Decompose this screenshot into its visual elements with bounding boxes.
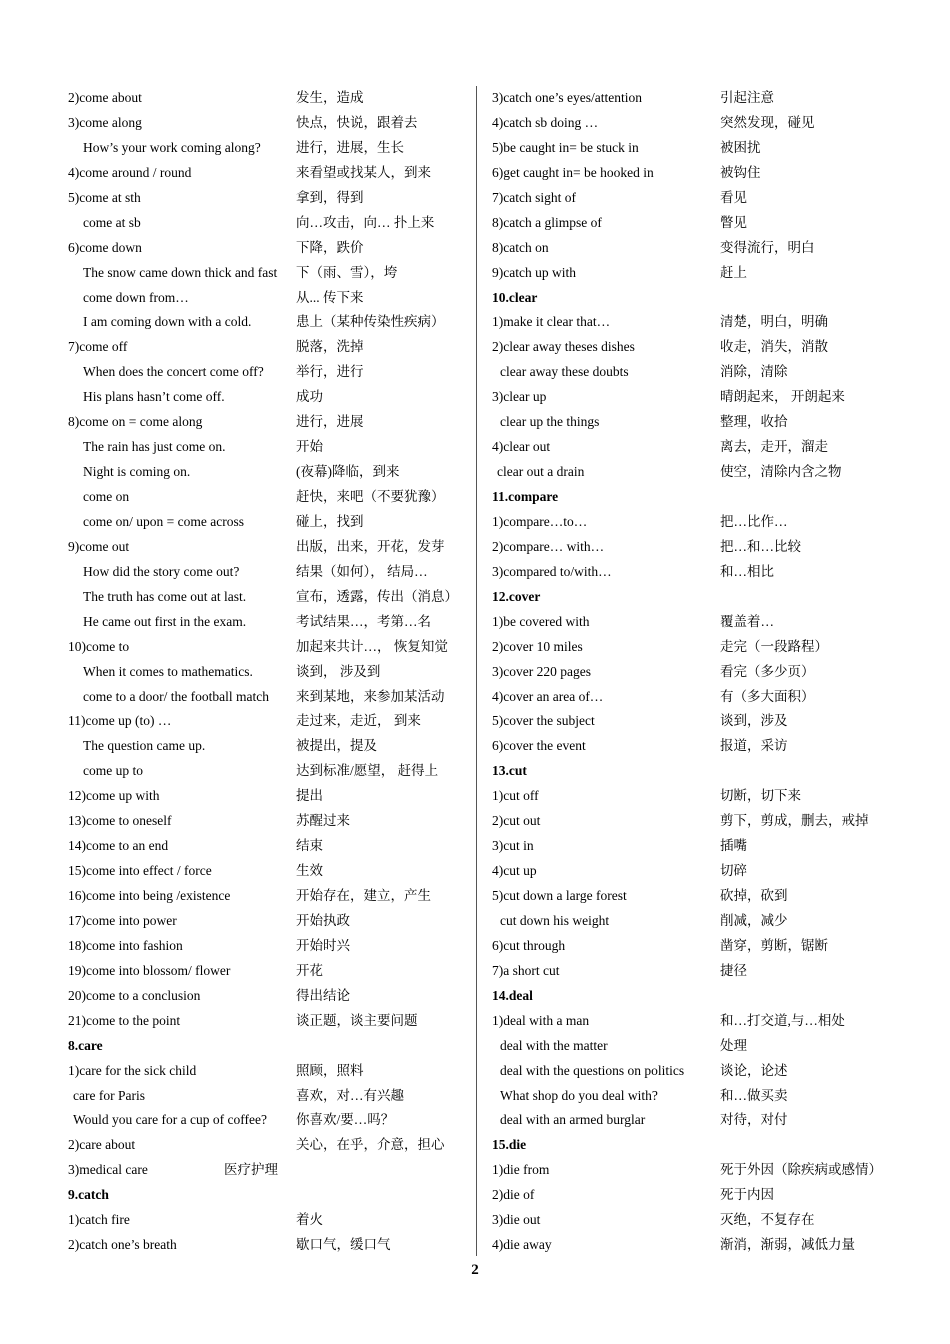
phrase-entry [492, 535, 892, 560]
phrase-english: Would you care for a cup of coffee? [73, 1112, 267, 1128]
phrase-english: 2)care about [68, 1137, 136, 1153]
phrase-english: 11)come up (to) … [68, 713, 172, 729]
phrase-english: The rain has just come on. [83, 439, 226, 455]
phrase-chinese: 来到某地，来参加某活动 [296, 688, 445, 704]
phrase-chinese: 下（雨、雪），垮 [296, 264, 398, 280]
phrase-entry [492, 709, 892, 734]
phrase-entry [68, 1108, 468, 1133]
phrase-chinese: 离去，走开，溜走 [720, 439, 828, 455]
phrase-english: 2)compare… with… [492, 538, 605, 554]
phrase-english: When it comes to mathematics. [83, 663, 253, 679]
phrase-entry [68, 585, 468, 610]
phrase-english: 4)come around / round [68, 164, 192, 180]
phrase-english: 13)come to oneself [68, 813, 172, 829]
left-column [68, 86, 468, 1258]
phrase-entry [492, 884, 892, 909]
phrase-english: 8)catch a glimpse of [492, 214, 602, 230]
phrase-english: come down from… [83, 289, 189, 305]
phrase-english: 9)come out [68, 538, 130, 554]
section-heading [492, 286, 892, 311]
phrase-chinese: 发生，造成 [296, 90, 364, 105]
phrase-chinese: 死于外因（除疾病或感情） [720, 1162, 882, 1178]
phrase-chinese: 收走，消失，消散 [720, 339, 828, 355]
phrase-entry [492, 560, 892, 585]
phrase-chinese: 谈到， 涉及到 [296, 663, 381, 679]
phrase-english: When does the concert come off? [83, 364, 264, 380]
phrase-entry [492, 1108, 892, 1133]
phrase-entry [68, 261, 468, 286]
phrase-entry [492, 1034, 892, 1059]
phrase-english: 7)catch sight of [492, 189, 576, 205]
phrase-english: 6)cover the event [492, 738, 586, 754]
phrase-entry [68, 959, 468, 984]
phrase-chinese: 突然发现，碰见 [720, 114, 815, 130]
phrase-chinese: 变得流行，明白 [720, 239, 815, 255]
phrase-entry [68, 809, 468, 834]
section-heading [68, 1034, 468, 1059]
phrase-chinese: 照顾，照料 [296, 1062, 364, 1078]
phrase-chinese: 考试结果…，考第…名 [296, 613, 431, 629]
phrase-english: 2)come about [68, 90, 142, 105]
phrase-english: How’s your work coming along? [83, 139, 261, 155]
phrase-chinese: 开花 [296, 962, 323, 978]
section-heading [492, 1133, 892, 1158]
phrase-chinese: 被困扰 [720, 139, 761, 155]
phrase-english: He came out first in the exam. [83, 613, 247, 629]
phrase-entry [492, 1084, 892, 1109]
phrase-entry [68, 709, 468, 734]
column-divider [476, 86, 477, 1256]
section-heading [492, 984, 892, 1009]
section-heading [492, 585, 892, 610]
phrase-chinese: 和…打交道,与…相处 [720, 1012, 845, 1028]
phrase-english: 3)catch one’s eyes/attention [492, 90, 642, 105]
phrase-english: What shop do you deal with? [500, 1087, 658, 1103]
phrase-chinese: 进行，进展 [296, 414, 364, 430]
phrase-chinese: 碰上，找到 [296, 513, 364, 529]
phrase-chinese: 谈正题，谈主要问题 [296, 1012, 418, 1028]
phrase-english: clear away these doubts [500, 364, 629, 380]
phrase-entry [68, 236, 468, 261]
phrase-english: 20)come to a conclusion [68, 987, 201, 1003]
phrase-chinese: 开始时兴 [296, 937, 350, 953]
phrase-entry [68, 909, 468, 934]
phrase-entry [68, 1084, 468, 1109]
phrase-chinese: 谈论，论述 [720, 1062, 788, 1078]
phrase-english: 1)compare…to… [492, 513, 588, 529]
phrase-entry [68, 535, 468, 560]
phrase-chinese: 看完（多少页） [720, 663, 815, 679]
phrase-chinese: 和…相比 [720, 563, 774, 579]
section-heading [492, 485, 892, 510]
phrase-entry [492, 1158, 892, 1183]
phrase-english: 4)cover an area of… [492, 688, 604, 704]
phrase-chinese: 加起来共计…， 恢复知觉 [296, 638, 448, 654]
phrase-english: 15)come into effect / force [68, 863, 212, 879]
phrase-english: 1)catch fire [68, 1212, 130, 1228]
phrase-english: 16)come into being /existence [68, 888, 231, 903]
phrase-english: 4)die away [492, 1237, 552, 1253]
phrase-english: 10)come to [68, 638, 130, 654]
phrase-english: 8)come on = come along [68, 414, 203, 430]
phrase-chinese: 被钩住 [720, 164, 761, 180]
phrase-chinese: 进行，进展，生长 [296, 139, 404, 155]
phrase-english: 2)clear away theses dishes [492, 339, 635, 355]
phrase-entry [68, 610, 468, 635]
phrase-entry [68, 1133, 468, 1158]
phrase-entry [492, 335, 892, 360]
phrase-chinese: 晴朗起来， 开朗起来 [720, 389, 845, 405]
phrase-entry [68, 884, 468, 909]
phrase-english: 2)die of [492, 1187, 535, 1203]
phrase-entry [68, 186, 468, 211]
phrase-entry [68, 1059, 468, 1084]
phrase-english: 5)come at sth [68, 189, 141, 205]
phrase-entry [492, 1208, 892, 1233]
phrase-entry [68, 934, 468, 959]
phrase-chinese: 把…比作… [720, 513, 788, 529]
phrase-chinese: 得出结论 [296, 987, 350, 1003]
phrase-english: come to a door/ the football match [83, 688, 269, 704]
phrase-chinese: 你喜欢/要…吗？ [296, 1112, 395, 1128]
phrase-chinese: 引起注意 [720, 90, 774, 105]
phrase-chinese: 向…攻击，向… 扑上来 [296, 214, 435, 230]
phrase-english: 2)catch one’s breath [68, 1237, 177, 1253]
phrase-entry [492, 959, 892, 984]
phrase-entry [68, 510, 468, 535]
phrase-entry [492, 510, 892, 535]
phrase-english: 14)come to an end [68, 838, 169, 854]
phrase-chinese: 清楚，明白，明确 [720, 314, 828, 330]
section-title: 10.clear [492, 289, 538, 305]
phrase-entry [492, 136, 892, 161]
section-title: 15.die [492, 1137, 527, 1153]
phrase-entry [68, 111, 468, 136]
phrase-english: I am coming down with a cold. [83, 314, 252, 330]
phrase-chinese: 瞥见 [720, 214, 747, 230]
phrase-english: The snow came down thick and fast [83, 264, 278, 280]
phrase-entry [492, 186, 892, 211]
phrase-english: 1)be covered with [492, 613, 590, 629]
phrase-entry [68, 286, 468, 311]
phrase-chinese: 歇口气，缓口气 [296, 1237, 391, 1253]
phrase-entry [68, 560, 468, 585]
phrase-english: How did the story come out? [83, 563, 240, 579]
phrase-chinese: 死于内因 [720, 1187, 774, 1203]
phrase-chinese: 开始执政 [296, 912, 350, 928]
phrase-entry [492, 809, 892, 834]
phrase-chinese: 凿穿，剪断，锯断 [720, 937, 828, 953]
phrase-english: 2)cover 10 miles [492, 638, 583, 654]
phrase-chinese: 快点，快说，跟着去 [296, 114, 418, 130]
phrase-english: 3)cut in [492, 838, 534, 854]
phrase-entry [68, 1009, 468, 1034]
phrase-entry [68, 1233, 468, 1258]
phrase-entry [68, 136, 468, 161]
phrase-english: 1)cut off [492, 788, 539, 804]
phrase-chinese: 覆盖着… [720, 613, 774, 629]
phrase-entry [492, 385, 892, 410]
phrase-entry [492, 734, 892, 759]
phrase-chinese: 提出 [296, 788, 323, 804]
phrase-entry [492, 360, 892, 385]
phrase-entry [68, 485, 468, 510]
phrase-entry [492, 834, 892, 859]
phrase-chinese: 使空，清除内含之物 [720, 464, 842, 480]
phrase-chinese: 开始存在，建立，产生 [296, 888, 431, 903]
phrase-entry [492, 211, 892, 236]
phrase-entry [68, 759, 468, 784]
phrase-chinese: 脱落，洗掉 [296, 339, 364, 355]
phrase-entry [492, 460, 892, 485]
phrase-entry [492, 1009, 892, 1034]
phrase-entry [492, 161, 892, 186]
phrase-chinese: 开始 [296, 439, 323, 455]
phrase-chinese: 结果（如何）， 结局… [296, 563, 428, 579]
phrase-english: clear out a drain [497, 464, 585, 480]
phrase-english: cut down his weight [500, 912, 610, 928]
phrase-entry [492, 111, 892, 136]
phrase-english: 5)cover the subject [492, 713, 595, 729]
phrase-chinese: 出版，出来，开花，发芽 [296, 538, 445, 554]
phrase-entry [492, 685, 892, 710]
section-title: 9.catch [68, 1187, 109, 1203]
phrase-chinese: 赶上 [720, 264, 747, 280]
phrase-english: 3)compared to/with… [492, 563, 612, 579]
phrase-chinese: 有（多大面积） [720, 688, 815, 704]
phrase-chinese: 处理 [720, 1037, 747, 1053]
phrase-chinese: 着火 [296, 1212, 323, 1228]
phrase-english: 2)cut out [492, 813, 541, 829]
phrase-english: 3)cover 220 pages [492, 663, 591, 679]
phrase-entry [492, 236, 892, 261]
phrase-entry [68, 435, 468, 460]
phrase-english: 1)deal with a man [492, 1012, 590, 1028]
phrase-entry [68, 410, 468, 435]
phrase-chinese: 被提出，提及 [296, 738, 377, 754]
phrase-entry [492, 410, 892, 435]
phrase-english: come on [83, 489, 130, 504]
phrase-chinese: 从... 传下来 [296, 289, 364, 305]
phrase-english: care for Paris [73, 1087, 145, 1103]
phrase-chinese: 灭绝，不复存在 [720, 1212, 815, 1228]
phrase-chinese: 走过来，走近， 到来 [296, 713, 421, 729]
phrase-english: The truth has come out at last. [83, 588, 247, 604]
phrase-entry [68, 685, 468, 710]
phrase-english: 19)come into blossom/ flower [68, 962, 231, 978]
phrase-entry [68, 635, 468, 660]
phrase-chinese: 整理，收拾 [720, 414, 788, 430]
phrase-english: 4)cut up [492, 863, 537, 879]
phrase-english: 1)die from [492, 1162, 550, 1178]
phrase-english: 3)medical care [68, 1162, 148, 1178]
phrase-entry [492, 909, 892, 934]
phrase-english: The question came up. [83, 738, 206, 754]
phrase-english: 5)be caught in= be stuck in [492, 139, 639, 155]
phrase-chinese: 达到标准/愿望， 赶得上 [296, 763, 439, 779]
phrase-chinese: 来看望或找某人，到来 [296, 164, 431, 180]
phrase-english: clear up the things [500, 414, 600, 430]
phrase-chinese: 谈到，涉及 [720, 713, 788, 729]
phrase-entry [492, 86, 892, 111]
phrase-english: 3)die out [492, 1212, 541, 1228]
phrase-chinese: 苏醒过来 [296, 813, 350, 829]
phrase-chinese: 结束 [296, 838, 323, 854]
phrase-entry [492, 934, 892, 959]
phrase-entry [492, 1233, 892, 1258]
phrase-entry [492, 1059, 892, 1084]
phrase-entry [68, 834, 468, 859]
phrase-english: 8)catch on [492, 239, 549, 255]
phrase-entry [68, 784, 468, 809]
section-title: 11.compare [492, 489, 559, 504]
phrase-entry [68, 859, 468, 884]
phrase-chinese: 喜欢，对…有兴趣 [296, 1087, 404, 1103]
phrase-chinese: 插嘴 [720, 838, 747, 854]
phrase-entry [492, 610, 892, 635]
phrase-entry [68, 360, 468, 385]
phrase-chinese: 切碎 [720, 863, 747, 879]
phrase-chinese: 剪下，剪成，删去，戒掉 [720, 813, 869, 829]
phrase-entry [68, 460, 468, 485]
phrase-english: 17)come into power [68, 912, 177, 928]
phrase-chinese: 成功 [296, 389, 323, 405]
phrase-english: deal with an armed burglar [500, 1112, 646, 1128]
phrase-entry [68, 335, 468, 360]
phrase-english: 1)care for the sick child [68, 1062, 197, 1078]
phrase-chinese: 和…做买卖 [720, 1087, 788, 1103]
phrase-chinese: 医疗护理 [224, 1162, 278, 1178]
phrase-entry [68, 660, 468, 685]
phrase-english: come up to [83, 763, 143, 779]
section-title: 12.cover [492, 588, 541, 604]
phrase-english: 9)catch up with [492, 264, 576, 280]
phrase-english: 5)cut down a large forest [492, 888, 627, 903]
phrase-entry [492, 660, 892, 685]
phrase-entry [68, 310, 468, 335]
phrase-entry [68, 211, 468, 236]
phrase-english: 6)get caught in= be hooked in [492, 164, 654, 180]
phrase-entry [492, 1183, 892, 1208]
phrase-english: 12)come up with [68, 788, 160, 804]
phrase-chinese: 宣布，透露，传出（消息） [296, 588, 458, 604]
phrase-english: His plans hasn’t come off. [83, 389, 225, 405]
phrase-chinese: 对待，对付 [720, 1112, 788, 1128]
phrase-chinese: 举行，进行 [296, 364, 364, 380]
phrase-english: 7)come off [68, 339, 128, 355]
phrase-chinese: (夜幕)降临，到来 [296, 464, 400, 480]
section-title: 13.cut [492, 763, 527, 779]
phrase-chinese: 患上（某种传染性疾病） [296, 314, 445, 330]
phrase-chinese: 切断，切下来 [720, 788, 801, 804]
phrase-english: 7)a short cut [492, 962, 560, 978]
phrase-entry [68, 1158, 468, 1183]
section-title: 14.deal [492, 987, 533, 1003]
section-heading [492, 759, 892, 784]
phrase-chinese: 把…和…比较 [720, 538, 801, 554]
phrase-english: 3)come along [68, 114, 142, 130]
phrase-entry [492, 435, 892, 460]
phrase-entry [68, 1208, 468, 1233]
phrase-english: come at sb [83, 214, 141, 230]
phrase-entry [492, 310, 892, 335]
right-column [492, 86, 892, 1258]
phrase-english: 4)clear out [492, 439, 551, 455]
phrase-chinese: 捷径 [720, 962, 747, 978]
phrase-english: 18)come into fashion [68, 937, 183, 953]
phrase-chinese: 赶快，来吧（不要犹豫） [296, 489, 445, 504]
phrase-entry [68, 86, 468, 111]
phrase-chinese: 拿到，得到 [296, 189, 364, 205]
phrase-entry [492, 859, 892, 884]
phrase-chinese: 下降，跌价 [296, 239, 364, 255]
phrase-english: 6)come down [68, 239, 142, 255]
phrase-entry [492, 261, 892, 286]
phrase-entry [68, 385, 468, 410]
phrase-chinese: 关心，在乎，介意，担心 [296, 1137, 445, 1153]
phrase-english: come on/ upon = come across [83, 513, 244, 529]
phrase-english: 6)cut through [492, 937, 566, 953]
phrase-entry [492, 784, 892, 809]
phrase-entry [68, 161, 468, 186]
phrase-english: Night is coming on. [83, 464, 191, 480]
phrase-chinese: 看见 [720, 189, 747, 205]
phrase-chinese: 消除，清除 [720, 364, 788, 380]
phrase-chinese: 生效 [296, 863, 323, 879]
phrase-entry [68, 734, 468, 759]
phrase-entry [68, 984, 468, 1009]
phrase-english: 21)come to the point [68, 1012, 181, 1028]
section-heading [68, 1183, 468, 1208]
phrase-chinese: 渐消，渐弱，减低力量 [720, 1237, 855, 1253]
phrase-english: 4)catch sb doing … [492, 114, 599, 130]
phrase-chinese: 走完（一段路程） [720, 638, 828, 654]
phrase-english: deal with the matter [500, 1037, 608, 1053]
phrase-entry [492, 635, 892, 660]
phrase-chinese: 报道，采访 [720, 738, 788, 754]
page-number: 2 [471, 1262, 479, 1278]
phrase-chinese: 砍掉，砍到 [720, 888, 788, 903]
phrase-chinese: 削减，减少 [720, 912, 788, 928]
phrase-english: 3)clear up [492, 389, 547, 405]
phrase-english: deal with the questions on politics [500, 1062, 685, 1078]
phrase-english: 1)make it clear that… [492, 314, 611, 330]
section-title: 8.care [68, 1037, 103, 1053]
